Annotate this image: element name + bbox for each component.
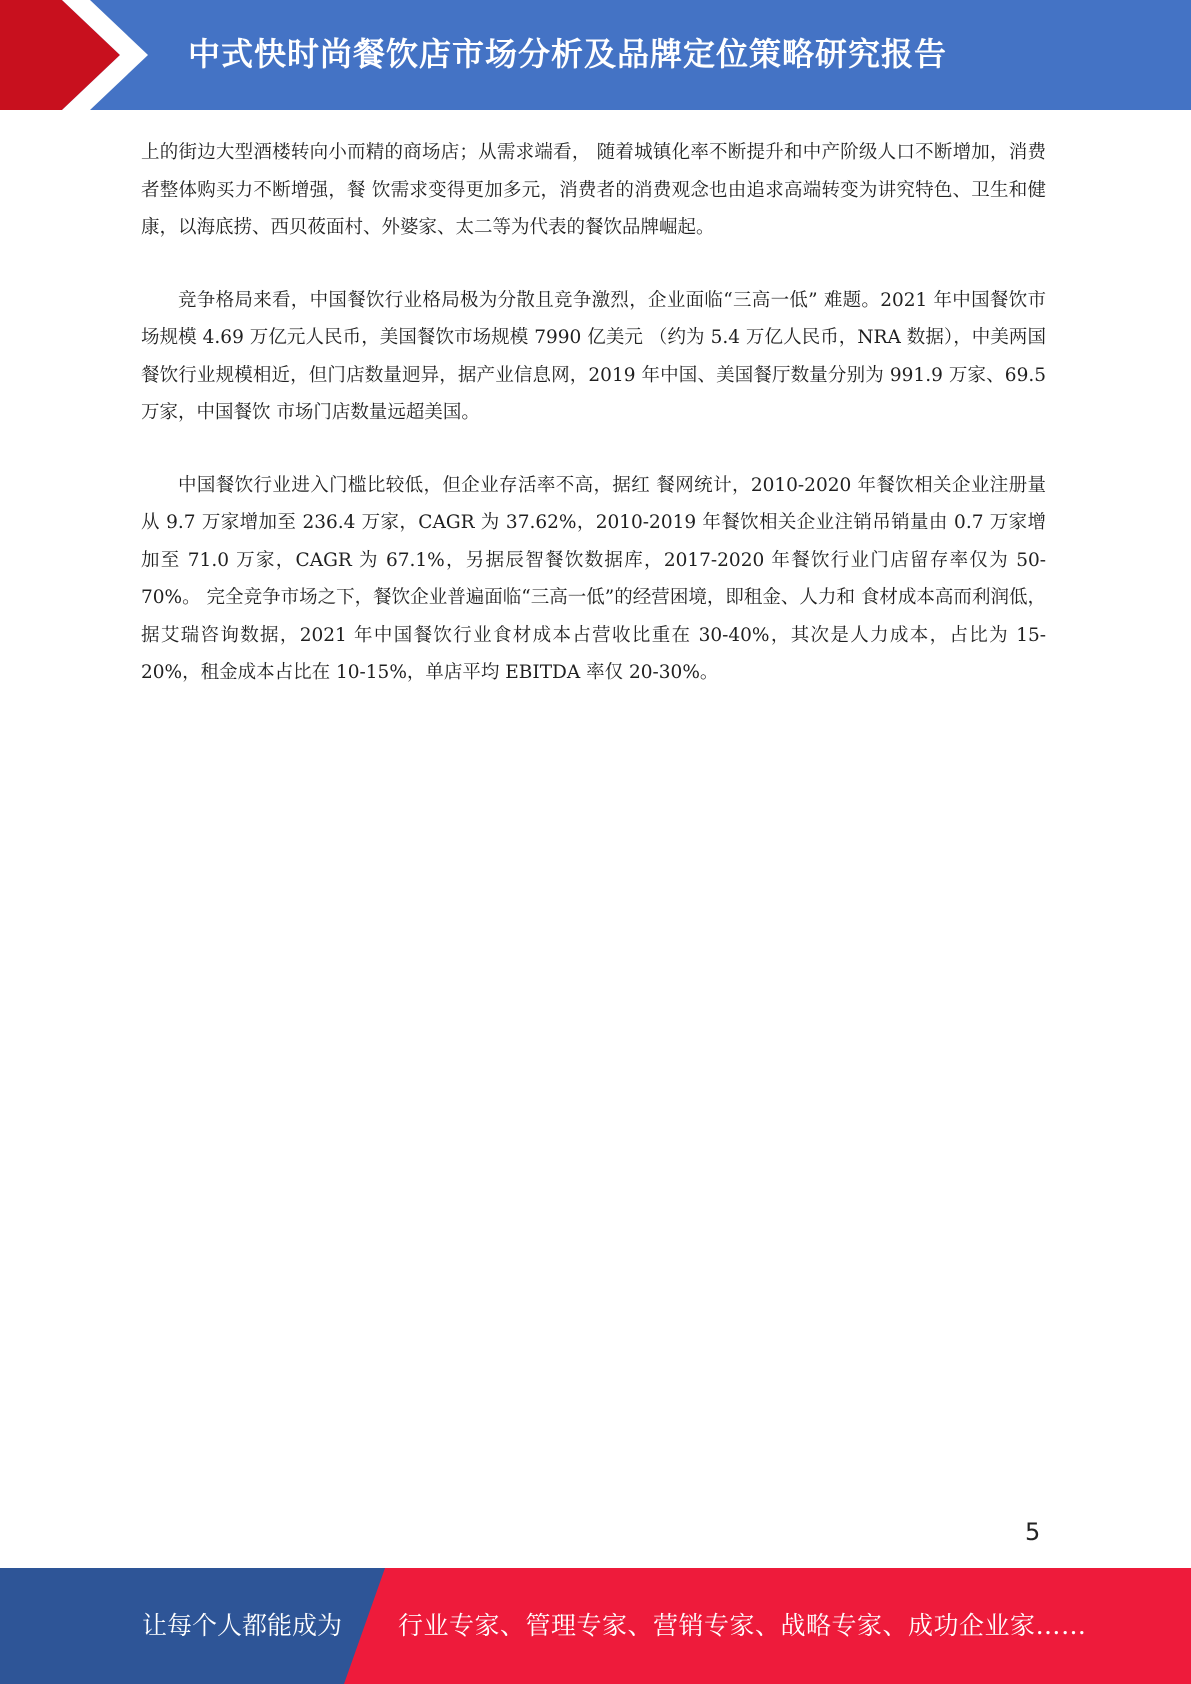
footer-slogan-left: 让每个人都能成为 bbox=[142, 1611, 343, 1640]
footer-slogan-right: 行业专家、管理专家、营销专家、战略专家、成功企业家…… bbox=[398, 1611, 1087, 1640]
page-header bbox=[0, 0, 1191, 110]
page-footer bbox=[0, 1568, 1191, 1684]
report-title: 中式快时尚餐饮店市场分析及品牌定位策略研究报告 bbox=[188, 35, 948, 73]
paragraph-entry-barrier: 中国餐饮行业进入门槛比较低，但企业存活率不高，据红 餐网统计，2010-2020 年餐饮相关企业注册量从 9.7 万家增加至 236.4 万家，CAGR 为 37.62%，2010-2019 年餐饮相关企业注销吊销量由 0.7 万家增加至 71.0 万家，CAGR 为 67.1%，另据辰智餐饮数据库，2017-2020 年餐饮行业门店留存率仅为 50-70%。 完全竞争市场之下，餐饮企业普遍面临“三高一低”的经营困境，即租金、人力和 食材成本高而利润低，据艾瑞咨询数据，2021 年中国餐饮行业食材成本占营收比重在 30-40%，其次是人力成本，占比为 15-20%，租金成本占比在 10-15%，单店平均 EBITDA 率仅 20-30%。 bbox=[141, 474, 1046, 683]
header-chevron-decoration bbox=[0, 0, 160, 110]
page-number: 5 bbox=[1025, 1518, 1041, 1546]
body-content bbox=[141, 134, 1046, 727]
paragraph-competition: 竞争格局来看，中国餐饮行业格局极为分散且竞争激烈，企业面临“三高一低” 难题。2021 年中国餐饮市场规模 4.69 万亿元人民币，美国餐饮市场规模 7990 亿美元 （约为 5.4 万亿人民币，NRA 数据），中美两国餐饮行业规模相近，但门店数量迥异，据产业信息网，2019 年中国、美国餐厅数量分别为 991.9 万家、69.5 万家，中国餐饮 市场门店数量远超美国。 bbox=[141, 289, 1046, 423]
paragraph-demand: 上的街边大型酒楼转向小而精的商场店；从需求端看， 随着城镇化率不断提升和中产阶级人口不断增加，消费者整体购买力不断增强，餐 饮需求变得更加多元，消费者的消费观念也由追求高端转变为讲究特色、卫生和健 康，以海底捞、西贝莜面村、外婆家、太二等为代表的餐饮品牌崛起。 bbox=[141, 142, 1046, 238]
